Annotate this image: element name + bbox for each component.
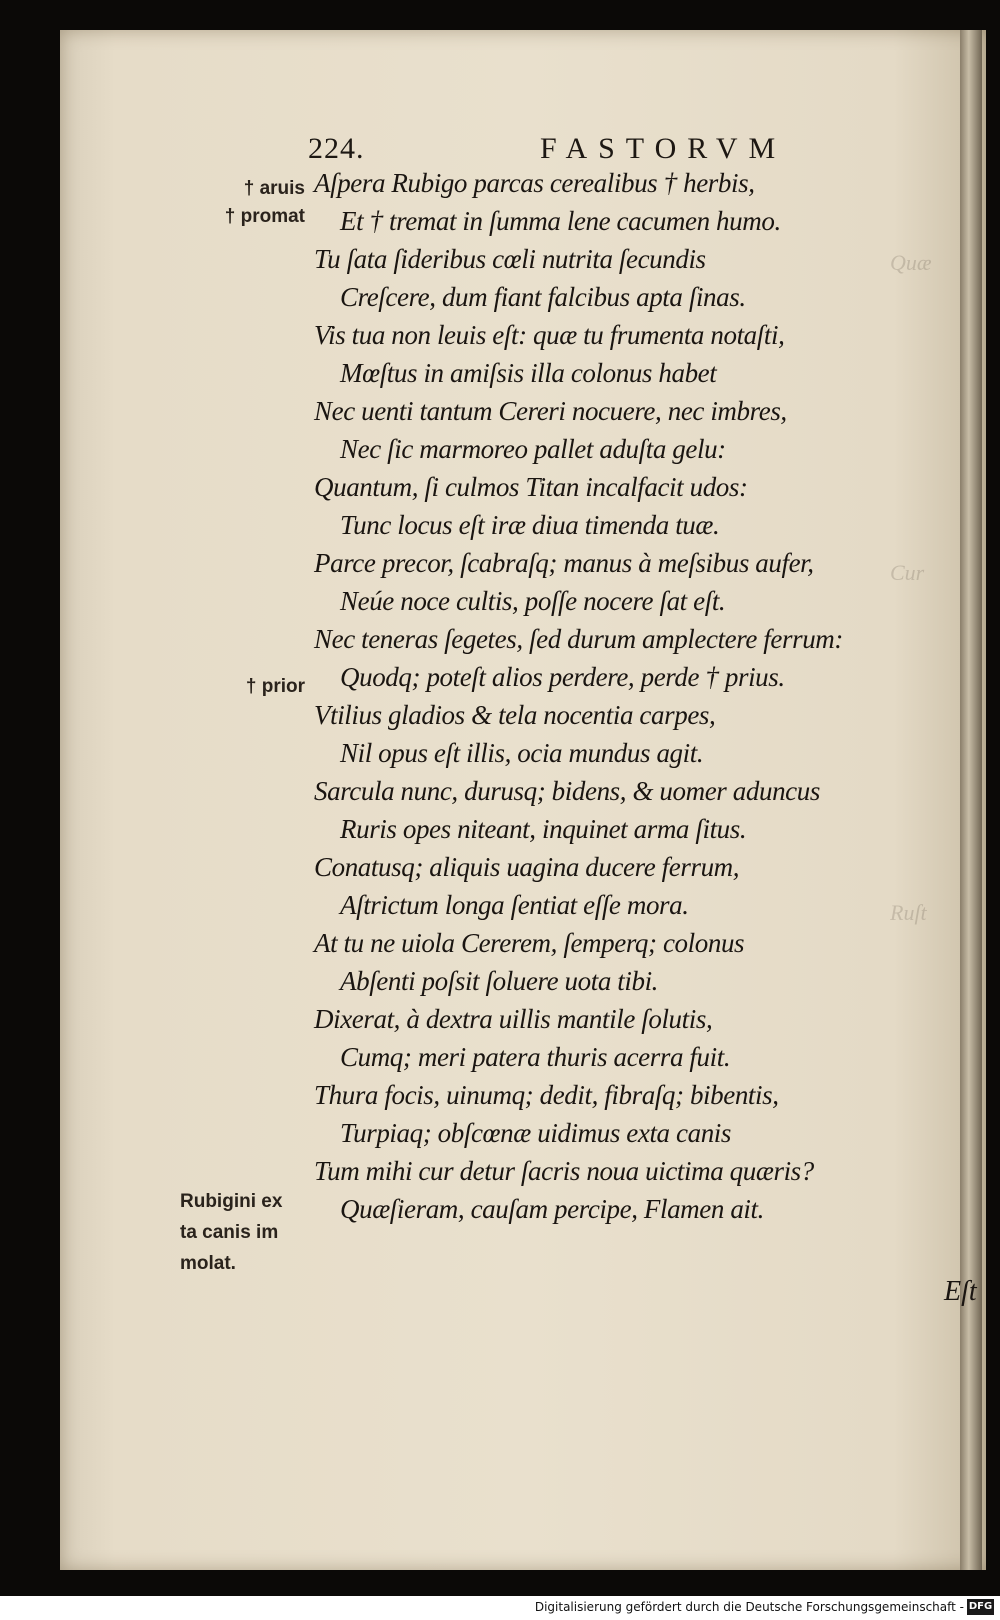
verse-line: Neúe noce cultis, poſſe nocere ſat eſt. — [340, 586, 726, 616]
margin-note: † promat — [224, 206, 305, 227]
bleed-through-text: Quæ — [890, 250, 932, 275]
verse-line: Cumq; meri patera thuris acerra fuit. — [340, 1042, 731, 1072]
bleed-through-text: Ruſt — [890, 900, 927, 925]
verse-line: Thura focis, uinumq; dedit, fibraſq; bibentis, — [314, 1080, 779, 1110]
verse-line: Ruris opes niteant, inquinet arma ſitus. — [340, 814, 747, 844]
margin-note-line: ta canis im — [180, 1222, 279, 1243]
verse-line: Nec teneras ſegetes, ſed durum amplectere ferrum: — [314, 624, 843, 654]
verse-line: Dixerat, à dextra uillis mantile ſolutis, — [314, 1004, 713, 1034]
margin-note-line: Rubigini ex — [180, 1191, 283, 1212]
verse-line: Abſenti poſsit ſoluere uota tibi. — [340, 966, 659, 996]
verse-line: At tu ne uiola Cererem, ſemperq; colonus — [314, 928, 745, 958]
verse-line: Vis tua non leuis eſt: quæ tu frumenta notaſti, — [314, 320, 785, 350]
footer-bar — [0, 1596, 1000, 1620]
verse-line: Quæſieram, cauſam percipe, Flamen ait. — [340, 1194, 764, 1224]
verse-line: Aſtrictum longa ſentiat eſſe mora. — [340, 890, 689, 920]
verse-line: Et † tremat in ſumma lene cacumen humo. — [340, 206, 781, 236]
bleed-through-text: Cur — [890, 560, 925, 585]
page-header — [0, 132, 1000, 172]
margin-note: † aruis — [243, 178, 305, 199]
verse-line: Tu ſata ſideribus cœli nutrita ſecundis — [314, 244, 706, 274]
verse-line: Nec ſic marmoreo pallet aduſta gelu: — [340, 434, 726, 464]
page-edge — [960, 30, 982, 1570]
running-title: FASTORVM — [540, 132, 787, 165]
page-number: 224. — [308, 132, 365, 165]
verse-line: Sarcula nunc, durusq; bidens, & uomer aduncus — [314, 776, 820, 806]
verse-line: Creſcere, dum fiant falcibus apta ſinas. — [340, 282, 746, 312]
verse-line: Turpiaq; obſcœnæ uidimus exta canis — [340, 1118, 732, 1148]
funding-credit: Digitalisierung gefördert durch die Deutsche Forschungsgemeinschaft - — [534, 1600, 964, 1614]
margin-note: † prior — [245, 676, 305, 697]
margin-note — [180, 1186, 282, 1279]
verse-line: Parce precor, ſcabraſq; manus à meſsibus aufer, — [314, 548, 814, 578]
verse-line: Nil opus eſt illis, ocia mundus agit. — [340, 738, 704, 768]
verse-line: Mœſtus in amiſsis illa colonus habet — [340, 358, 717, 388]
verse-line: Conatusq; aliquis uagina ducere ferrum, — [314, 852, 740, 882]
verse-line: Vtilius gladios & tela nocentia carpes, — [314, 700, 716, 730]
verse-line: Nec uenti tantum Cereri nocuere, nec imbres, — [314, 396, 787, 426]
verse-line: Tum mihi cur detur ſacris noua uictima quæris? — [314, 1156, 814, 1186]
margin-note-line: molat. — [180, 1253, 236, 1274]
verse-line: Tunc locus eſt iræ diua timenda tuæ. — [340, 510, 720, 540]
catchword: Eſt — [944, 1276, 977, 1307]
dfg-logo: DFG — [967, 1599, 994, 1615]
verse-line: Quodq; poteſt alios perdere, perde † prius. — [340, 662, 785, 692]
verse-line: Aſpera Rubigo parcas cerealibus † herbis, — [314, 168, 755, 198]
verse-line: Quantum, ſi culmos Titan incalfacit udos: — [314, 472, 748, 502]
